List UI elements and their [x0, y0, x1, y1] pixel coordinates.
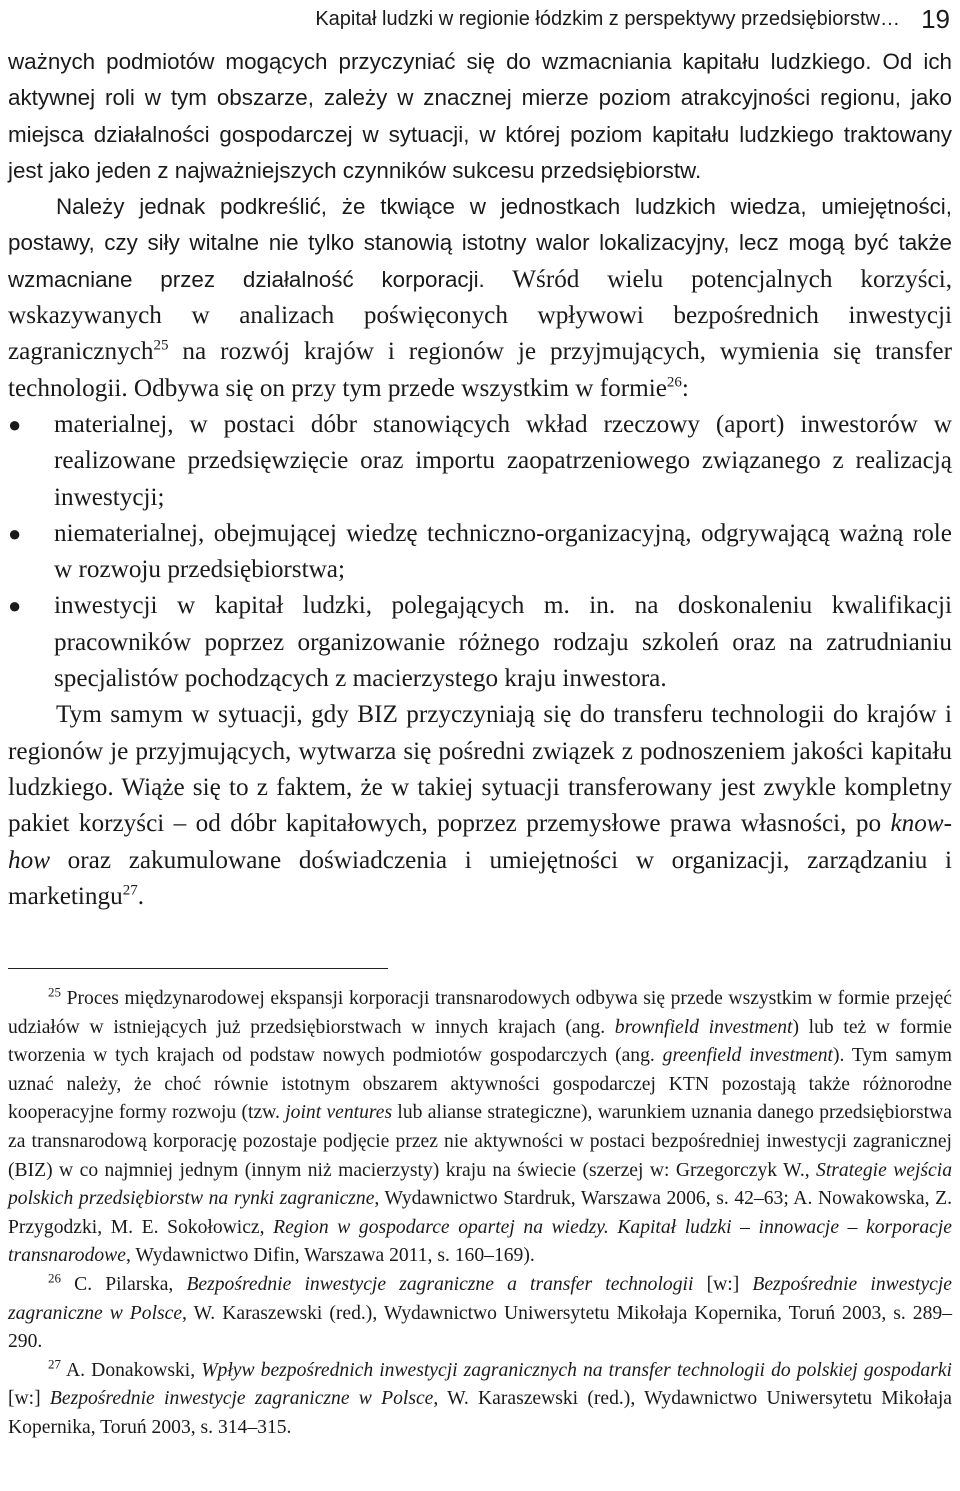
footnote-italic: Bezpośrednie inwestycje zagraniczne a transfer technologii [186, 1273, 694, 1295]
footnote-text: A. Donakowski, [61, 1359, 202, 1381]
paragraph-3-part-a: Tym samym w sytuacji, gdy BIZ przyczyniają się do transferu technologii do krajów i regionów je przyjmujących, wytwarza się pośredni związek z podnoszeniem jakości kapitału ludzkiego. Wiąże się to z faktem, że w takiej sytuacji transferowany jest zwykle kompletny pakiet korzyści – od dóbr kapitałowych, poprzez przemysłowe prawa własności, po [8, 701, 952, 838]
footnote-number [8, 984, 61, 1009]
footnote-number [8, 1270, 61, 1295]
footnote-text: Proces międzynarodowej ekspansji korporacji transnarodowych odbywa się przede wszystkim w formie przejęć udziałów w istniejących już przedsiębiorstwach w innych krajach (ang. [8, 988, 952, 1038]
footnote-ref-27[interactable]: 27 [122, 882, 138, 899]
footnote-italic: Strategie wejścia polskich przedsiębiorstw na rynki zagraniczne [8, 1159, 952, 1210]
footnote-number [8, 1356, 61, 1381]
paragraph-3 [8, 697, 952, 915]
footnote-number-25: 25 [48, 984, 61, 1000]
paragraph-2-part-c: : [681, 374, 689, 402]
footnote-italic: greenfield investment [662, 1045, 833, 1067]
footnote-text: ). Tym samym uznać należy, że choć równie istotnym obszarem aktywności gospodarczej KTN pozostają także różnorodne kooperacyjne formy rozwoju (tzw. [8, 1045, 952, 1124]
footnote-text: lub alianse strategiczne), warunkiem uznania danego przedsiębiorstwa za transnarodową korporację pozostaje podjęcie przez nie aktywności w postaci bezpośredniej inwestycji zagranicznej (BIZ) w co najmniej jednym (innym niż macierzysty) kraju na świecie (szerzej w: Grzegorczyk W., [8, 1102, 952, 1181]
paragraph-3-part-b: oraz zakumulowane doświadczenia i umiejętności w organizacji, zarządzaniu i marketingu [8, 846, 952, 910]
footnote-text: C. Pilarska, [61, 1273, 187, 1295]
footnote-number-26: 26 [48, 1270, 61, 1286]
footnote-number-27: 27 [48, 1356, 61, 1372]
list-item [8, 407, 952, 516]
footnote-italic: brownfield investment [614, 1016, 793, 1038]
paragraph-2-sans-part: Należy jednak podkreślić, że tkwiące w jednostkach ludzkich wiedza, umiejętności, postawy, czy siły witalne nie tylko stanowią istotny walor lokalizacyjny, lecz mogą być także wzmacniane przez działalność korporacji. [8, 194, 952, 292]
footnote-25 [8, 985, 952, 1271]
main-text [8, 44, 952, 915]
footnote-text: [w:] [693, 1273, 753, 1295]
paragraph-1: ważnych podmiotów mogących przyczyniać się do wzmacniania kapitału ludzkiego. Od ich aktywnej roli w tym obszarze, zależy w znacznej mierze poziom atrakcyjności regionu, jako miejsca działalności gospodarczej w sytuacji, w której poziom kapitału ludzkiego traktowany jest jako jeden z najważniejszych czynników sukcesu przedsiębiorstw. [8, 49, 952, 183]
page-header [8, 4, 952, 32]
footnote-text: [w:] [8, 1388, 50, 1410]
footnote-ref-26[interactable]: 26 [666, 374, 682, 391]
footnotes [8, 985, 952, 1443]
bullet-icon: ● [8, 593, 22, 619]
footnote-ref-25[interactable]: 25 [153, 337, 169, 354]
list-item [8, 516, 952, 589]
footnote-text: , Wydawnictwo Stardruk, Warszawa 2006, s. 42–63; A. Nowakowska, Z. Przygodzki, M. E. Sokołowicz, [8, 1188, 952, 1238]
list-item-text: materialnej, w postaci dóbr stanowiących wkład rzeczowy (aport) inwestorów w realizowane przedsięwzięcie oraz importu zaopatrzeniowego związanego z realizacją inwestycji; [54, 410, 952, 511]
paragraph-3-italic: know-how [8, 810, 952, 874]
paragraph-3-part-c: . [137, 882, 145, 910]
list-item-text: niematerialnej, obejmującej wiedzę techniczno-organizacyjną, odgrywającą ważną role w rozwoju przedsiębiorstwa; [54, 519, 952, 584]
bullet-list [8, 407, 952, 697]
bullet-icon: ● [8, 411, 22, 437]
footnote-text: , W. Karaszewski (red.), Wydawnictwo Uniwersytetu Mikołaja Kopernika, Toruń 2003, s. 314–315. [8, 1388, 953, 1438]
footnote-italic: Region w gospodarce opartej na wiedzy. Kapitał ludzki – innowacje – korporacje transnarodowe [8, 1216, 953, 1267]
list-item [8, 588, 952, 697]
list-item-text: inwestycji w kapitał ludzki, polegających m. in. na doskonaleniu kwalifikacji pracowników poprzez organizowanie różnego rodzaju szkoleń oraz na zatrudnianiu specjalistów pochodzących z macierzystego kraju inwestora. [54, 592, 952, 693]
footnote-italic: Wpływ bezpośrednich inwestycji zagranicznych na transfer technologii do polskiej gospodarki [201, 1359, 952, 1381]
footnote-26 [8, 1271, 952, 1357]
footnote-italic: Bezpośrednie inwestycje zagraniczne w Polsce [8, 1273, 952, 1324]
paragraph-2 [8, 189, 952, 407]
footnote-italic: Bezpośrednie inwestycje zagraniczne w Polsce [49, 1388, 434, 1410]
running-title: Kapitał ludzki w regionie łódzkim z perspektywy przedsiębiorstw… [315, 8, 900, 30]
footnote-italic: joint ventures [285, 1102, 393, 1124]
paragraph-2-part-a: Wśród wielu potencjalnych korzyści, wskazywanych w analizach poświęconych wpływowi bezpośrednich inwestycji zagranicznych [8, 265, 952, 366]
page-number: 19 [921, 4, 950, 34]
paragraph-2-part-b: na rozwój krajów i regionów je przyjmujących, wymienia się transfer technologii. Odbywa się on przy tym przede wszystkim w formie [8, 338, 952, 402]
footnote-27 [8, 1357, 952, 1443]
footnote-text: , Wydawnictwo Difin, Warszawa 2011, s. 160–169). [125, 1245, 535, 1267]
footnote-text: ) lub też w formie tworzenia w tych krajach od podstaw nowych podmiotów gospodarczych (ang. [8, 1016, 953, 1067]
footnote-text: , W. Karaszewski (red.), Wydawnictwo Uniwersytetu Mikołaja Kopernika, Toruń 2003, s. 289–290. [8, 1302, 952, 1353]
footnote-separator [8, 968, 388, 969]
bullet-icon: ● [8, 520, 22, 546]
